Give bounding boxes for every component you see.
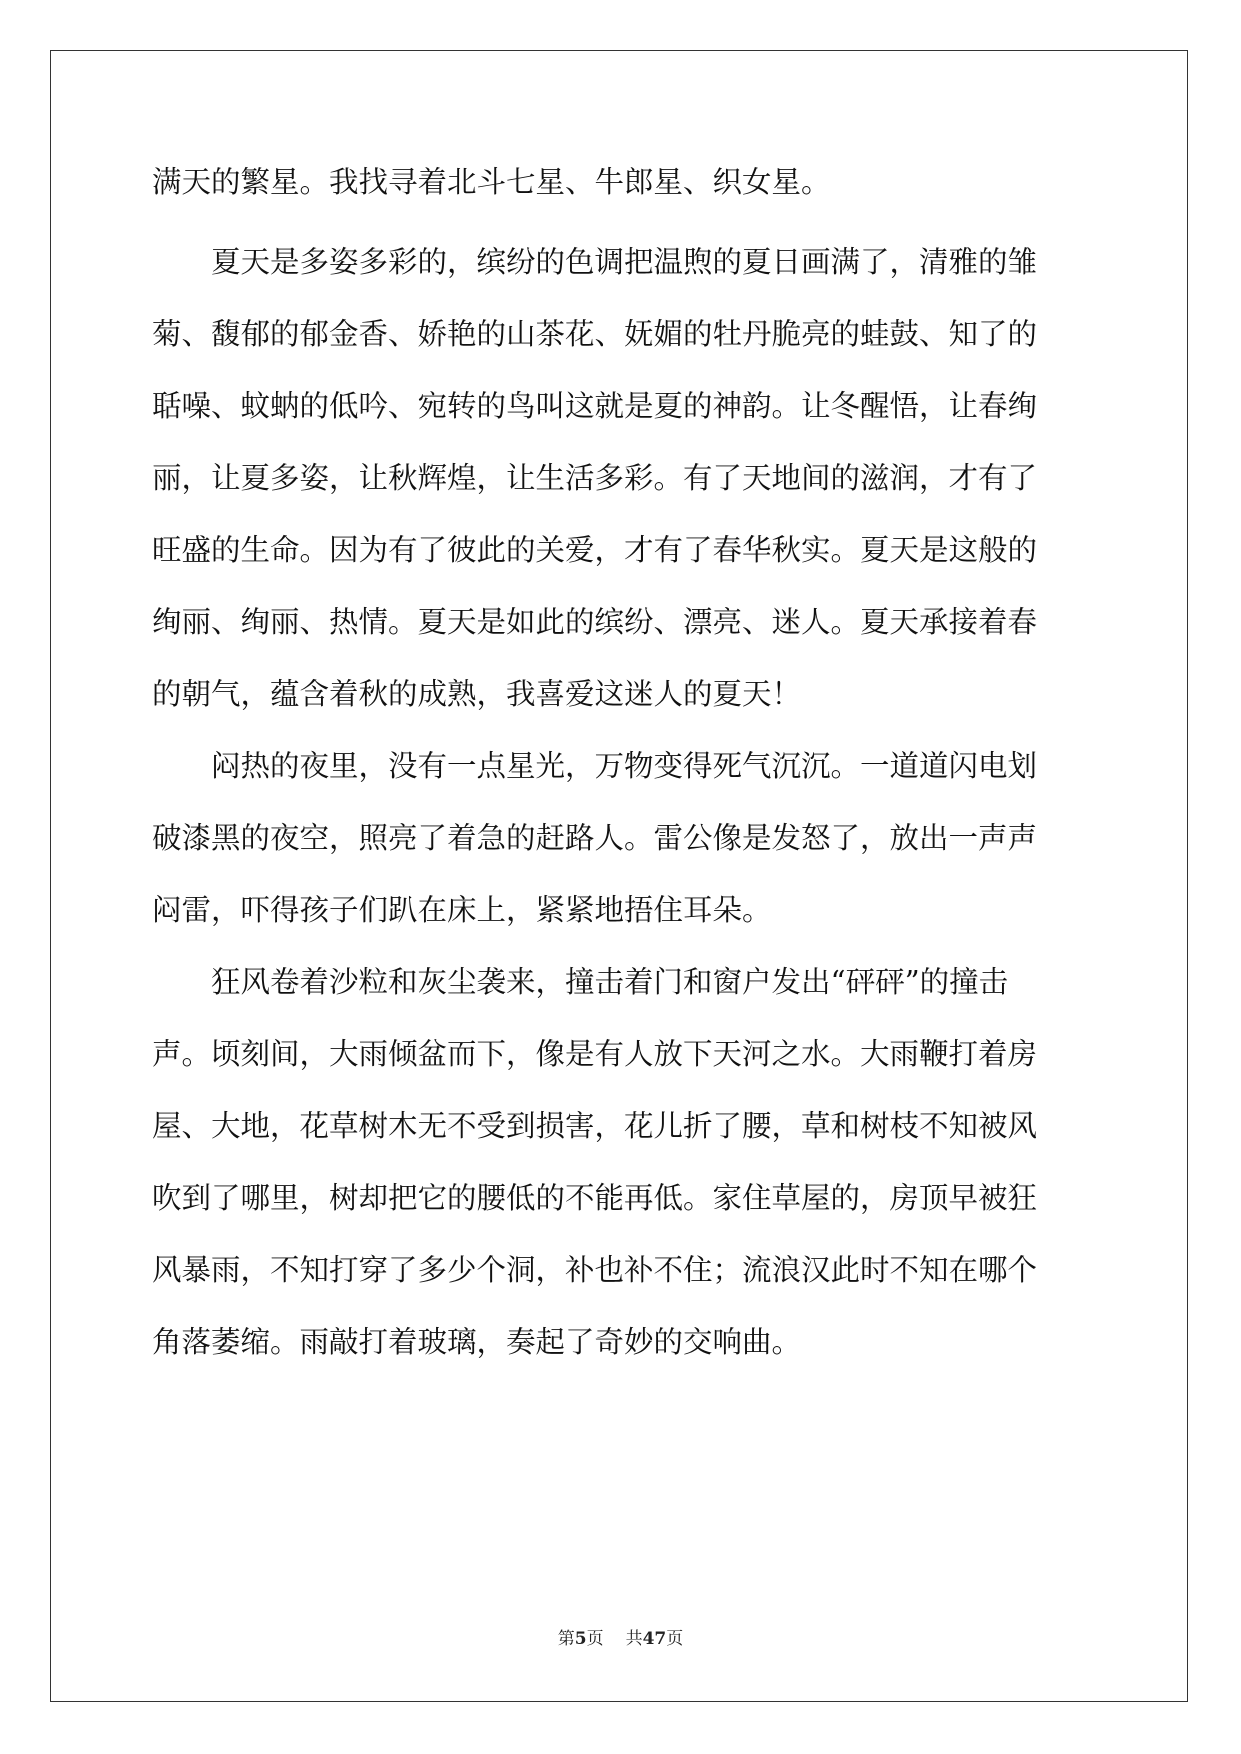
text-line: 聒噪、蚊蚋的低吟、宛转的鸟叫这就是夏的神韵。让冬醒悟，让春绚 <box>152 389 1038 423</box>
page-border <box>50 50 1188 1702</box>
text-line: 风暴雨，不知打穿了多少个洞，补也补不住；流浪汉此时不知在哪个 <box>152 1253 1038 1287</box>
text-line: 声。顷刻间，大雨倾盆而下，像是有人放下天河之水。大雨鞭打着房 <box>152 1037 1038 1071</box>
text-line: 闷雷，吓得孩子们趴在床上，紧紧地捂住耳朵。 <box>152 893 772 927</box>
text-line: 满天的繁星。我找寻着北斗七星、牛郎星、织女星。 <box>152 165 831 199</box>
page-suffix: 页 <box>586 1629 604 1649</box>
text-line: 吹到了哪里，树却把它的腰低的不能再低。家住草屋的，房顶早被狂 <box>152 1181 1038 1215</box>
paragraph-start-line: 闷热的夜里，没有一点星光，万物变得死气沉沉。一道道闪电划 <box>211 749 1038 783</box>
text-line: 破漆黑的夜空，照亮了着急的赶路人。雷公像是发怒了，放出一声声 <box>152 821 1038 855</box>
text-line: 的朝气，蕴含着秋的成熟，我喜爱这迷人的夏天！ <box>152 677 802 711</box>
total-suffix: 页 <box>666 1629 684 1649</box>
page-prefix: 第 <box>557 1629 575 1649</box>
page-footer <box>0 1627 1241 1651</box>
text-line: 丽，让夏多姿，让秋辉煌，让生活多彩。有了天地间的滋润，才有了 <box>152 461 1038 495</box>
text-line: 绚丽、绚丽、热情。夏天是如此的缤纷、漂亮、迷人。夏天承接着春 <box>152 605 1038 639</box>
paragraph-start-line: 夏天是多姿多彩的，缤纷的色调把温煦的夏日画满了，清雅的雏 <box>211 245 1038 279</box>
paragraph-start-line: 狂风卷着沙粒和灰尘袭来，撞击着门和窗户发出“砰砰”的撞击 <box>211 965 1009 999</box>
text-line: 角落萎缩。雨敲打着玻璃，奏起了奇妙的交响曲。 <box>152 1325 802 1359</box>
current-page-number: 5 <box>574 1629 587 1649</box>
text-line: 屋、大地，花草树木无不受到损害，花儿折了腰，草和树枝不知被风 <box>152 1109 1038 1143</box>
total-pages-number: 47 <box>642 1629 667 1649</box>
text-line: 旺盛的生命。因为有了彼此的关爱，才有了春华秋实。夏天是这般的 <box>152 533 1038 567</box>
total-prefix: 共 <box>625 1629 643 1649</box>
text-line: 菊、馥郁的郁金香、娇艳的山茶花、妩媚的牡丹脆亮的蛙鼓、知了的 <box>152 317 1038 351</box>
